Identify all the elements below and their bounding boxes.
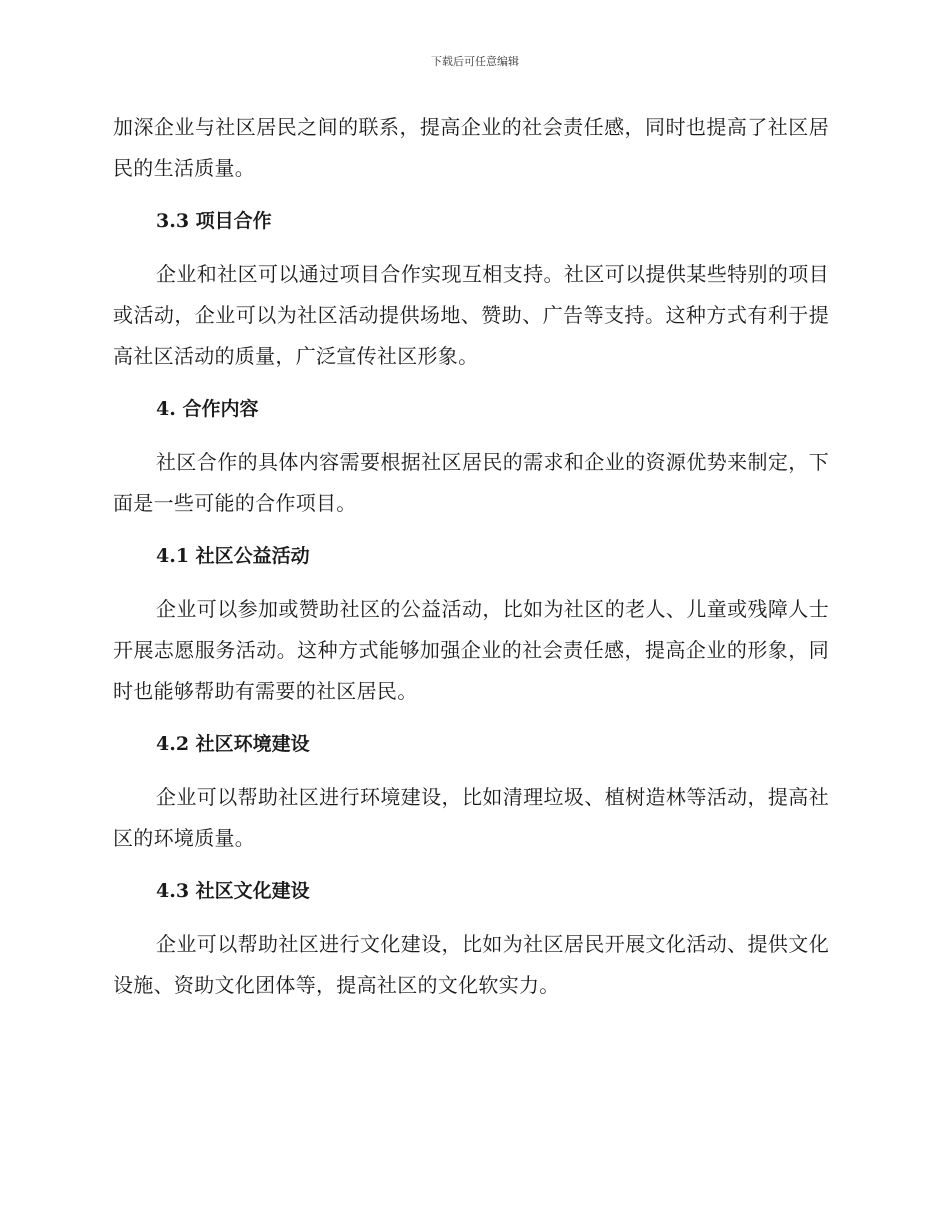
heading-3-3: 3.3 项目合作 (156, 210, 272, 232)
paragraph-4-3: 企业可以帮助社区进行文化建设，比如为社区居民开展文化活动、提供文化设施、资助文化团体等，提高社区的文化软实力。 (113, 932, 829, 997)
spacer (113, 430, 829, 442)
heading-4-2: 4.2 社区环境建设 (156, 733, 310, 755)
spacer (113, 577, 829, 589)
heading-4: 4. 合作内容 (156, 398, 259, 420)
paragraph-3-3: 企业和社区可以通过项目合作实现互相支持。社区可以提供某些特别的项目或活动，企业可以为社区活动提供场地、赞助、广告等支持。这种方式有利于提高社区活动的质量，广泛宣传社区形象。 (113, 262, 829, 368)
spacer (113, 859, 829, 871)
spacer (113, 524, 829, 536)
paragraph-4-2: 企业可以帮助社区进行环境建设，比如清理垃圾、植树造林等活动，提高社区的环境质量。 (113, 785, 829, 850)
spacer (113, 765, 829, 777)
spacer (113, 377, 829, 389)
paragraph-4-1: 企业可以参加或赞助社区的公益活动，比如为社区的老人、儿童或残障人士开展志愿服务活动。这种方式能够加强企业的社会责任感，提高企业的形象，同时也能够帮助有需要的社区居民。 (113, 597, 829, 703)
page-header: 下载后可任意编辑 (431, 55, 519, 68)
spacer (113, 712, 829, 724)
spacer (113, 189, 829, 201)
heading-4-1: 4.1 社区公益活动 (156, 545, 310, 567)
spacer (113, 912, 829, 924)
heading-4-3: 4.3 社区文化建设 (156, 880, 310, 902)
document-body (113, 107, 829, 1006)
paragraph-continued: 加深企业与社区居民之间的联系，提高企业的社会责任感，同时也提高了社区居民的生活质量。 (113, 115, 829, 180)
spacer (113, 242, 829, 254)
paragraph-4: 社区合作的具体内容需要根据社区居民的需求和企业的资源优势来制定，下面是一些可能的合作项目。 (113, 450, 829, 515)
